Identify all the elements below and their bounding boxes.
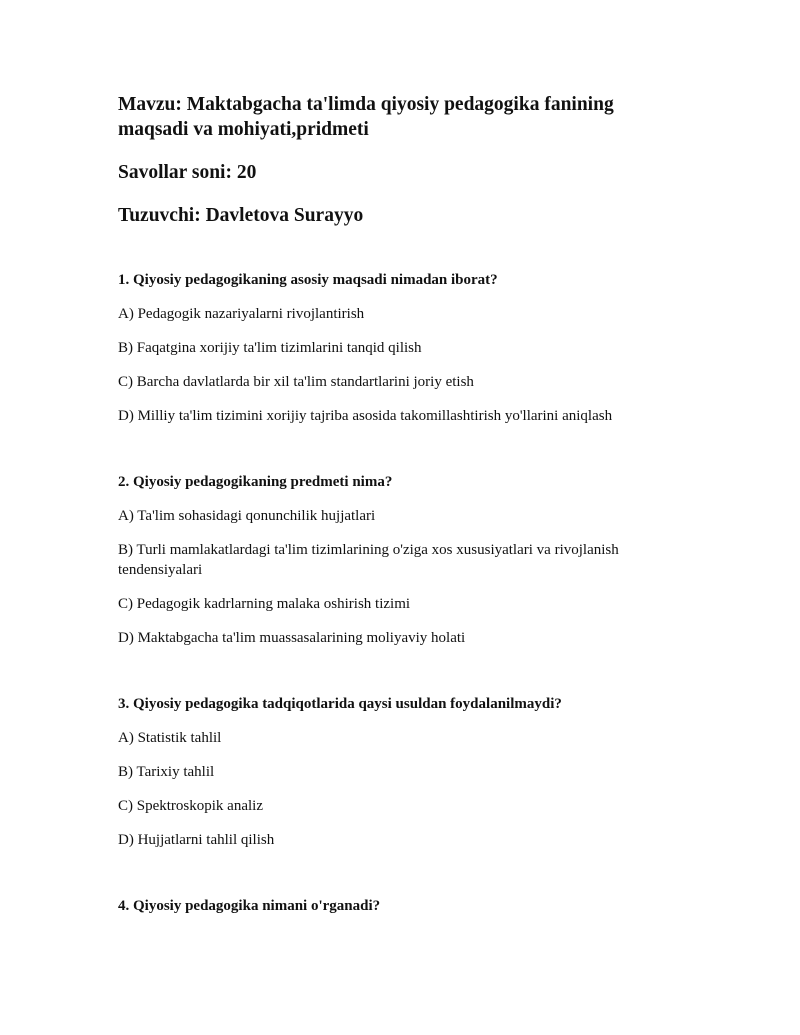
answer-option-d: D) Milliy ta'lim tizimini xorijiy tajriba asosida takomillashtirish yo'llarini aniqlash xyxy=(118,408,613,424)
question-text: 2. Qiyosiy pedagogikaning predmeti nima? xyxy=(118,474,393,490)
answer-option-d: D) Maktabgacha ta'lim muassasalarining moliyaviy holati xyxy=(118,630,466,646)
question-text: 4. Qiyosiy pedagogika nimani o'rganadi? xyxy=(118,898,381,914)
answer-option-b: B) Faqatgina xorijiy ta'lim tizimlarini tanqid qilish xyxy=(118,340,422,356)
question-block-1 xyxy=(118,270,688,426)
document-page xyxy=(118,92,688,962)
question-block-4 xyxy=(118,896,688,916)
answer-option-b: B) Tarixiy tahlil xyxy=(118,764,215,780)
question-count: Savollar soni: 20 xyxy=(118,162,257,183)
question-text: 3. Qiyosiy pedagogika tadqiqotlarida qaysi usuldan foydalanilmaydi? xyxy=(118,696,562,712)
answer-option-a: A) Ta'lim sohasidagi qonunchilik hujjatlari xyxy=(118,508,376,524)
answer-option-d: D) Hujjatlarni tahlil qilish xyxy=(118,832,275,848)
question-text: 1. Qiyosiy pedagogikaning asosiy maqsadi nimadan iborat? xyxy=(118,272,498,288)
author-line: Tuzuvchi: Davletova Surayyo xyxy=(118,205,364,226)
answer-option-c: C) Barcha davlatlarda bir xil ta'lim standartlarini joriy etish xyxy=(118,374,474,390)
question-block-2 xyxy=(118,472,688,648)
answer-option-a: A) Statistik tahlil xyxy=(118,730,222,746)
answer-option-b: B) Turli mamlakatlardagi ta'lim tizimlarining o'ziga xos xususiyatlari va rivojlanish tendensiyalari xyxy=(118,542,619,578)
answer-option-a: A) Pedagogik nazariyalarni rivojlantirish xyxy=(118,306,365,322)
answer-option-c: C) Pedagogik kadrlarning malaka oshirish tizimi xyxy=(118,596,411,612)
document-topic: Mavzu: Maktabgacha ta'limda qiyosiy pedagogika fanining maqsadi va mohiyati,pridmeti xyxy=(118,94,614,140)
answer-option-c: C) Spektroskopik analiz xyxy=(118,798,263,814)
question-block-3 xyxy=(118,694,688,850)
